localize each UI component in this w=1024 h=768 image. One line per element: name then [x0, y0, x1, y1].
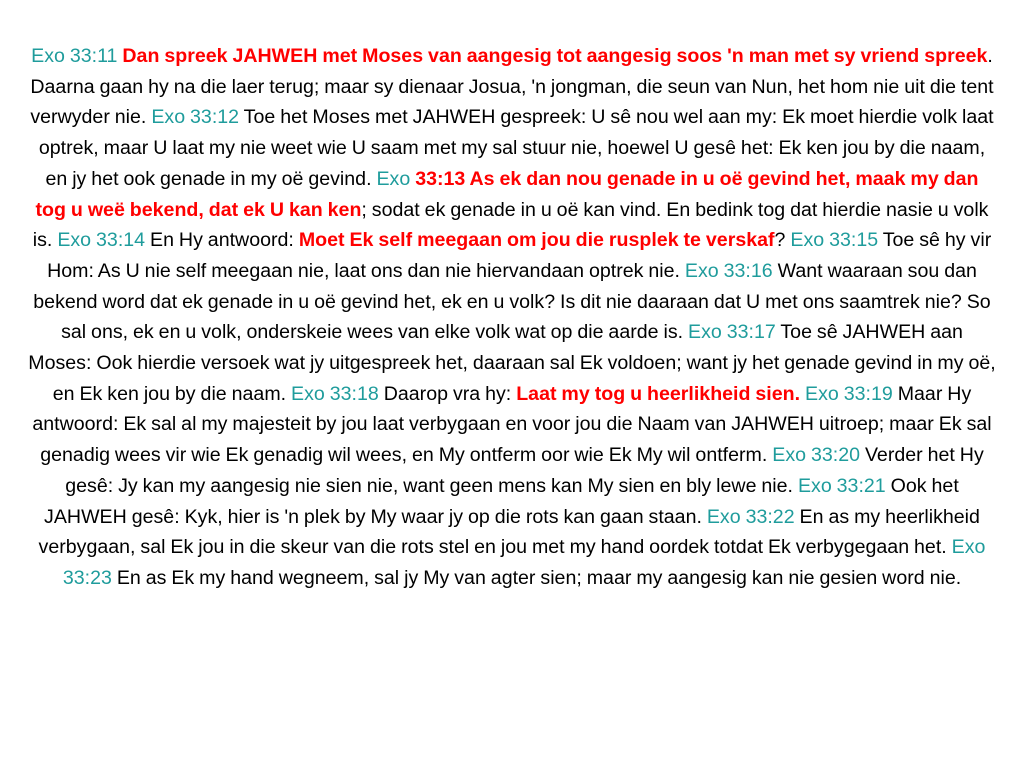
verse-reference: Exo 33:14	[57, 229, 146, 252]
verse-reference: Exo 33:23	[62, 536, 986, 589]
passage-text: En as Ek my hand wegneem, sal jy My van agter sien; maar my aangesig kan nie gesien word nie.	[111, 566, 962, 589]
verse-reference: Exo 33:17	[688, 321, 776, 344]
passage-text: ; sodat ek genade in u oë kan vind. En bedink tog dat hierdie nasie u volk is.	[32, 198, 989, 252]
verse-reference: Exo 33:20	[772, 444, 860, 467]
verse-reference: Exo 33:22	[706, 505, 795, 528]
passage-text: . Daarna gaan hy na die laer terug; maar sy dienaar Josua, 'n jongman, die seun van Nun, het hom nie uit die tent verwyder nie.	[30, 45, 994, 129]
passage-text: ?	[774, 229, 791, 252]
verse-reference: Exo 33:21	[797, 474, 886, 497]
verse-reference: Exo 33:15	[790, 229, 879, 252]
passage-text: Maar Hy antwoord: Ek sal al my majesteit by jou laat verbygaan en voor jou die Naam van JAHWEH uitroep; maar Ek sal genadig wees vir wie Ek genadig wil wees, en My ontferm oor wie Ek My wil ontferm.	[32, 382, 992, 467]
verse-reference: Exo	[376, 167, 411, 190]
passage-text: Ook het JAHWEH gesê: Kyk, hier is 'n plek by My waar jy op die rots kan gaan staan.	[44, 474, 959, 528]
passage-text: Verder het Hy gesê: Jy kan my aangesig nie sien nie, want geen mens kan My sien en bly lewe nie.	[65, 444, 984, 497]
verse-reference: Exo 33:12	[151, 106, 240, 129]
highlighted-text: 33:13 As ek dan nou genade in u oë gevind het, maak my dan tog u weë bekend, dat ek U kan ken	[35, 167, 979, 221]
passage-text: En as my heerlikheid verbygaan, sal Ek jou in die skeur van die rots stel en jou met my hand oordek totdat Ek verbygegaan het.	[38, 505, 980, 559]
passage-text: Toe sê JAHWEH aan Moses: Ook hierdie versoek wat jy uitgespreek het, daaraan sal Ek voldoen; want jy het genade gevind in my oë, en Ek ken jou by die naam.	[28, 321, 996, 405]
passage-text: Want waaraan sou dan bekend word dat ek genade in u oë gevind het, ek en u volk? Is dit nie daaraan dat U met ons saamtrek nie? So sal ons, ek en u volk, onderskeie wees van elke volk wat op die aarde is.	[33, 259, 991, 344]
highlighted-text: Moet Ek self meegaan om jou die rusplek te verskaf	[298, 229, 775, 252]
passage-text: Daarop vra hy:	[378, 382, 517, 405]
scripture-passage	[28, 41, 996, 594]
verse-reference: Exo 33:16	[684, 259, 773, 282]
verse-reference: Exo 33:11	[31, 45, 118, 67]
passage-text: En Hy antwoord:	[145, 229, 299, 252]
passage-text: Toe sê hy vir Hom: As U nie self meegaan nie, laat ons dan nie hiervandaan optrek nie.	[47, 229, 992, 282]
highlighted-text: Laat my tog u heerlikheid sien.	[516, 382, 801, 405]
verse-reference: Exo 33:19	[805, 382, 893, 405]
verse-reference: Exo 33:18	[291, 382, 379, 405]
highlighted-text: Dan spreek JAHWEH met Moses van aangesig tot aangesig soos 'n man met sy vriend spreek	[122, 45, 988, 67]
passage-text: Toe het Moses met JAHWEH gespreek: U sê nou wel aan my: Ek moet hierdie volk laat optrek, maar U laat my nie weet wie U saam met my sal stuur nie, hoewel U gesê het: Ek ken jou by die naam, en jy het ook genade in my oë gevind.	[38, 106, 994, 190]
